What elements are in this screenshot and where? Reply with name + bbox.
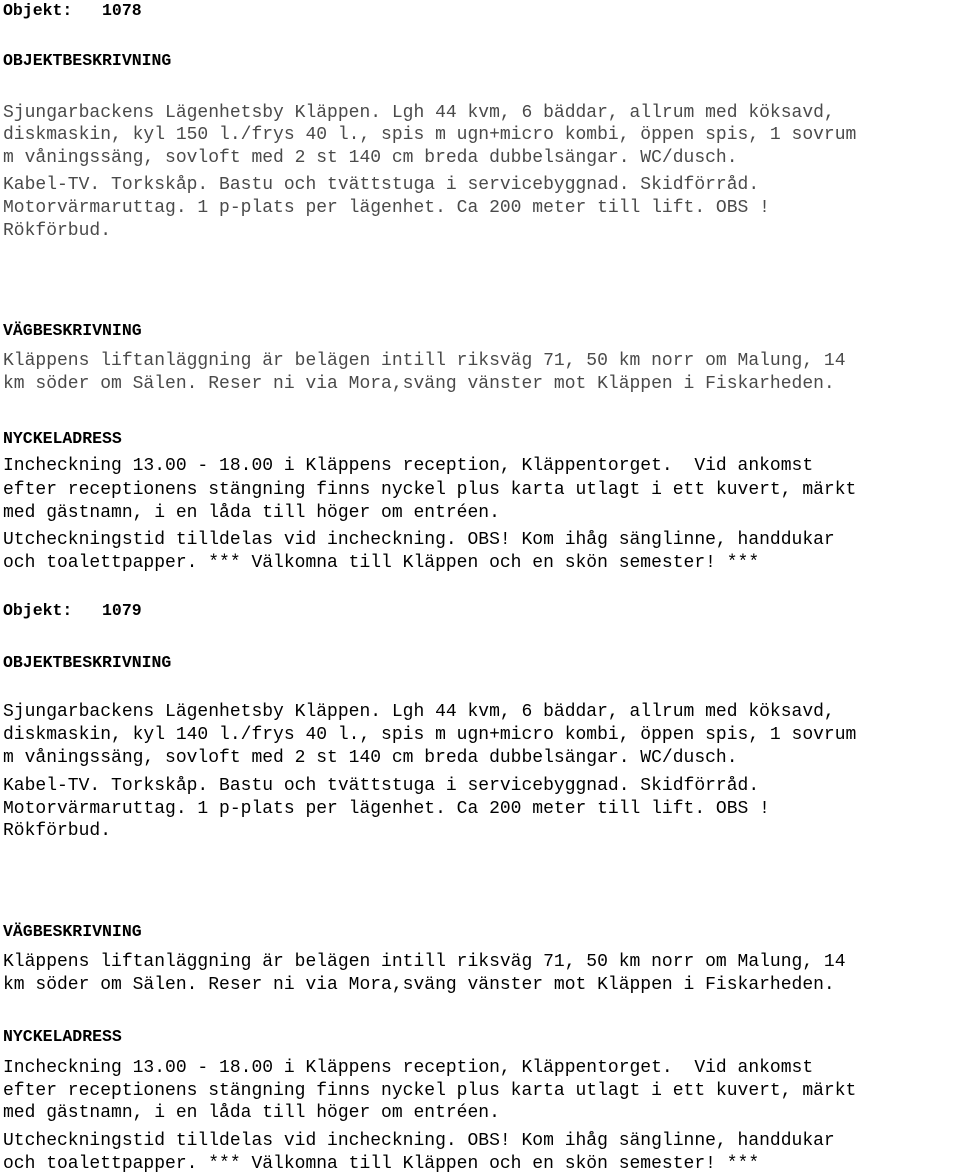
key-address-line: Incheckning 13.00 - 18.00 i Kläppens reception, Kläppentorget. Vid ankomst [3, 1058, 814, 1078]
description-line: m våningssäng, sovloft med 2 st 140 cm breda dubbelsängar. WC/dusch. [3, 748, 738, 768]
description-line: Motorvärmaruttag. 1 p-plats per lägenhet. Ca 200 meter till lift. OBS ! [3, 799, 770, 819]
key-address-line: efter receptionens stängning finns nyckel plus karta utlagt i ett kuvert, märkt [3, 480, 857, 500]
key-address-line: och toalettpapper. *** Välkomna till Kläppen och en skön semester! *** [3, 1154, 760, 1174]
description-line: diskmaskin, kyl 150 l./frys 40 l., spis m ugn+micro kombi, öppen spis, 1 sovrum [3, 125, 857, 145]
key-address-line: med gästnamn, i en låda till höger om entréen. [3, 1103, 500, 1123]
section-heading-directions: VÄGBESKRIVNING [3, 922, 142, 941]
description-line: Rökförbud. [3, 221, 112, 241]
section-heading-description: OBJEKTBESKRIVNING [3, 653, 172, 672]
description-line: Kabel-TV. Torkskåp. Bastu och tvättstuga i servicebyggnad. Skidförråd. [3, 776, 760, 796]
description-line: m våningssäng, sovloft med 2 st 140 cm breda dubbelsängar. WC/dusch. [3, 148, 738, 168]
key-address-line: Utcheckningstid tilldelas vid incheckning. OBS! Kom ihåg sänglinne, handdukar [3, 530, 835, 550]
object-header [3, 0, 142, 22]
description-line: Kabel-TV. Torkskåp. Bastu och tvättstuga i servicebyggnad. Skidförråd. [3, 175, 760, 195]
section-heading-key-address: NYCKELADRESS [3, 1027, 122, 1046]
directions-line: km söder om Sälen. Reser ni via Mora,sväng vänster mot Kläppen i Fiskarheden. [3, 374, 835, 394]
directions-line: km söder om Sälen. Reser ni via Mora,sväng vänster mot Kläppen i Fiskarheden. [3, 975, 835, 995]
section-heading-key-address: NYCKELADRESS [3, 429, 122, 448]
directions-line: Kläppens liftanläggning är belägen intill riksväg 71, 50 km norr om Malung, 14 [3, 952, 846, 972]
section-heading-description: OBJEKTBESKRIVNING [3, 51, 172, 70]
directions-line: Kläppens liftanläggning är belägen intill riksväg 71, 50 km norr om Malung, 14 [3, 351, 846, 371]
key-address-line: med gästnamn, i en låda till höger om entréen. [3, 503, 500, 523]
object-header [3, 600, 142, 622]
key-address-line: och toalettpapper. *** Välkomna till Kläppen och en skön semester! *** [3, 553, 760, 573]
description-line: Motorvärmaruttag. 1 p-plats per lägenhet. Ca 200 meter till lift. OBS ! [3, 198, 770, 218]
key-address-line: Utcheckningstid tilldelas vid incheckning. OBS! Kom ihåg sänglinne, handdukar [3, 1131, 835, 1151]
description-line: Sjungarbackens Lägenhetsby Kläppen. Lgh 44 kvm, 6 bäddar, allrum med köksavd, [3, 103, 835, 123]
description-line: Rökförbud. [3, 821, 112, 841]
description-line: Sjungarbackens Lägenhetsby Kläppen. Lgh 44 kvm, 6 bäddar, allrum med köksavd, [3, 702, 835, 722]
key-address-line: Incheckning 13.00 - 18.00 i Kläppens reception, Kläppentorget. Vid ankomst [3, 456, 814, 476]
description-line: diskmaskin, kyl 140 l./frys 40 l., spis m ugn+micro kombi, öppen spis, 1 sovrum [3, 725, 857, 745]
object-label: Objekt: [3, 1, 73, 20]
key-address-line: efter receptionens stängning finns nyckel plus karta utlagt i ett kuvert, märkt [3, 1081, 857, 1101]
object-number: 1078 [102, 1, 142, 20]
object-label: Objekt: [3, 601, 73, 620]
object-number: 1079 [102, 601, 142, 620]
section-heading-directions: VÄGBESKRIVNING [3, 321, 142, 340]
